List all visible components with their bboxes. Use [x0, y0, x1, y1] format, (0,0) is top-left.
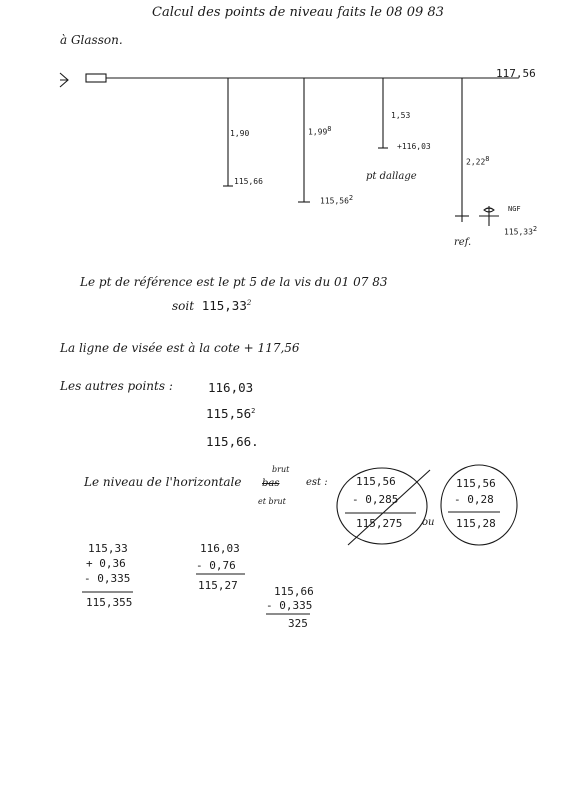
- drop-3-value: +116,03: [397, 142, 431, 151]
- drop-2-value: 115,56$^2$: [320, 194, 354, 206]
- calc1-a: 115,33: [88, 542, 128, 555]
- drop-2-reading: 1,99$^8$: [308, 125, 332, 137]
- conclusion-struck-word: bas: [262, 478, 280, 489]
- ngf-label: NGF: [508, 205, 521, 213]
- level-instrument-icon: [60, 73, 68, 87]
- circle2-a: 115,56: [456, 477, 496, 490]
- circle2-b: - 0,28: [454, 493, 494, 506]
- circle1-result: 115,275: [356, 517, 403, 530]
- reference-sentence: Le pt de référence est le pt 5 de la vis du 01 07 83: [80, 275, 388, 289]
- ref-label: ref.: [454, 237, 472, 248]
- author-line: à Glasson.: [60, 33, 123, 47]
- calc1-c: - 0,335: [84, 572, 131, 585]
- circle1-b: - 0,285: [352, 493, 399, 506]
- calc2-a: 116,03: [200, 542, 240, 555]
- conclusion-below-note: et brut: [258, 497, 286, 506]
- sight-line-value: 117,56: [496, 67, 536, 80]
- conclusion-suffix: est :: [306, 477, 328, 488]
- drop-3-note: pt dallage: [366, 171, 417, 182]
- calc3-result: 325: [288, 617, 308, 630]
- calc2-result: 115,27: [198, 579, 238, 592]
- or-word: ou: [422, 517, 435, 528]
- drop-1-reading: 1,90: [230, 129, 250, 138]
- calc3-a: 115,66: [274, 585, 314, 598]
- calc2-b: - 0,76: [196, 559, 236, 572]
- other-points-label: Les autres points :: [60, 379, 173, 393]
- drop-3-reading: 1,53: [391, 111, 411, 120]
- point-value-3: 115,66.: [206, 434, 259, 450]
- conclusion-text: Le niveau de l'horizontale: [84, 475, 242, 489]
- reference-value-line: soit 115,33$^2$: [172, 298, 252, 313]
- drop-1-value: 115,66: [234, 177, 263, 186]
- sight-line-sentence: La ligne de visée est à la cote + 117,56: [60, 341, 300, 355]
- point-value-1: 116,03: [208, 380, 254, 396]
- drop-4-value: 115,33$^2$: [504, 225, 538, 237]
- calc3-b: - 0,335: [266, 599, 313, 612]
- ngf-marker-icon: [479, 206, 499, 226]
- circle1-a: 115,56: [356, 475, 396, 488]
- drop-4-reading: 2,22$^8$: [466, 155, 490, 167]
- point-value-2: 115,56$^2$: [206, 406, 256, 422]
- calc1-b: + 0,36: [86, 557, 126, 570]
- conclusion-correction: brut: [272, 465, 290, 474]
- circle2-result: 115,28: [456, 517, 496, 530]
- page-title: Calcul des points de niveau faits le 08 09 83: [152, 5, 444, 20]
- level-telescope: [86, 74, 106, 82]
- calc1-result: 115,355: [86, 596, 133, 609]
